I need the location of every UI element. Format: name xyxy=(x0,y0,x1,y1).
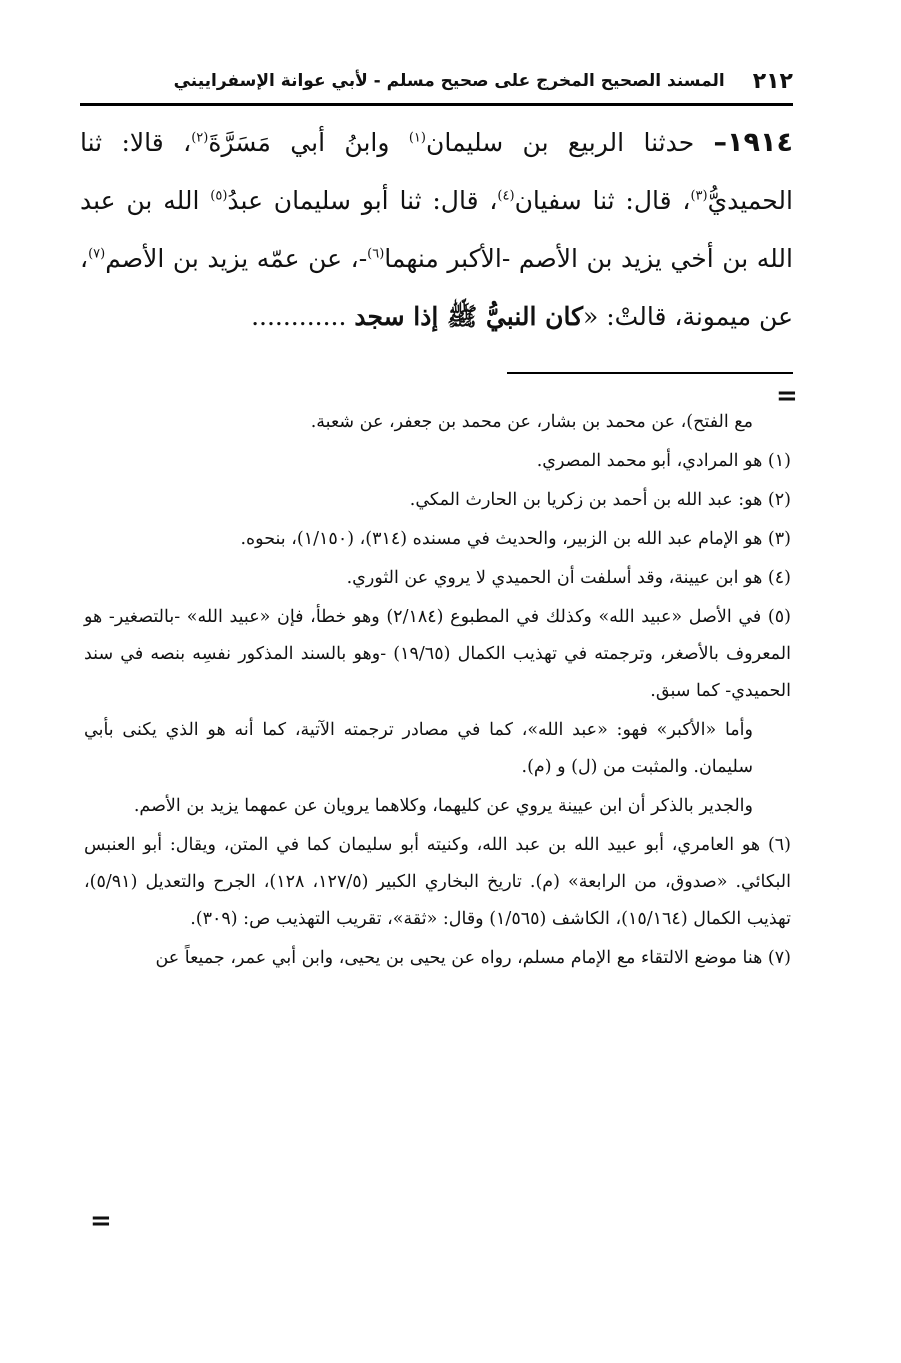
continuation-mark-top: = xyxy=(776,381,798,411)
text-segment: ، قال: ثنا سفيان xyxy=(514,186,691,215)
text-segment: ، قال: ثنا أبو سليمان عبدُ xyxy=(227,186,498,215)
continuation-mark-bottom: = xyxy=(90,1206,112,1236)
footnote-ref-4: (٤) xyxy=(497,188,515,204)
running-title: المسند الصحيح المخرج على صحيح مسلم - لأبي عوانة الإسفراييني xyxy=(173,71,725,91)
page-number: ٢١٢ xyxy=(752,68,793,94)
text-segment: ، قالا: ثنا الحميديُّ xyxy=(80,128,793,215)
footnotes xyxy=(84,404,791,979)
footnote-ref-6: (٦) xyxy=(367,246,385,262)
text-segment: الله بن عبد الله بن أخي يزيد بن الأصم -الأكبر منهما xyxy=(80,186,793,273)
header-rule xyxy=(80,103,793,106)
footnote-4: (٤) هو ابن عيينة، وقد أسلفت أن الحميدي لا يروي عن الثوري. xyxy=(346,568,791,588)
footnote-ref-2: (٢) xyxy=(191,130,209,146)
footnote-separator xyxy=(507,372,793,374)
footnote-continued: مع الفتح)، عن محمد بن بشار، عن محمد بن جعفر، عن شعبة. xyxy=(310,412,753,432)
footnote-ref-5: (٥) xyxy=(210,188,228,204)
footnote-ref-7: (٧) xyxy=(88,246,106,262)
hadith-dash: – xyxy=(713,127,728,158)
text-segment: -، عن عمّه يزيد بن الأصم xyxy=(105,244,368,273)
footnote-5-paragraph-3: والجدير بالذكر أن ابن عيينة يروي عن كليهما، وكلاهما يرويان عن عمهما يزيد بن الأصم. xyxy=(133,796,753,816)
footnote-5: (٥) في الأصل «عبيد الله» وكذلك في المطبوع (٢/١٨٤) وهو خطأ، فإن «عبيد الله» -بالتصغير- هو المعروف بالأصغر، وترجمته في تهذيب الكمال (١٩/٦٥) -وهو بالسند المذكور نفسِه بنصه في سند الحميدي- كما سبق. xyxy=(84,607,791,701)
hadith-quote: كان النبيُّ ﷺ إذا سجد xyxy=(354,302,584,331)
footnote-6: (٦) هو العامري، أبو عبيد الله بن عبد الله، وكنيته أبو سليمان كما في المتن، ويقال: أبو العنبس البكائي. «صدوق، من الرابعة» (م). تاريخ البخاري الكبير (١٢٧/٥، ١٢٨)، الجرح والتعديل (٥/٩١)، تهذيب الكمال (١٥/١٦٤)، الكاشف (١/٥٦٥) وقال: «ثقة»، تقريب التهذيب ص: (٣٠٩). xyxy=(84,835,791,929)
hadith-text xyxy=(80,114,793,346)
footnote-5-paragraph-2: وأما «الأكبر» فهو: «عبد الله»، كما في مصادر ترجمته الآتية، كما أنه هو الذي يكنى بأبي سليمان. والمثبت من (ل) و (م). xyxy=(84,720,753,777)
text-segment: وابنُ أبي مَسَرَّةَ xyxy=(208,128,409,157)
footnote-3: (٣) هو الإمام عبد الله بن الزبير، والحديث في مسنده (٣١٤)، (١/١٥٠)، بنحوه. xyxy=(240,529,791,549)
running-header xyxy=(80,62,793,100)
footnote-1: (١) هو المرادي، أبو محمد المصري. xyxy=(536,451,791,471)
continuation-dots: ............ xyxy=(251,302,355,331)
footnote-7: (٧) هنا موضع الالتقاء مع الإمام مسلم، رواه عن يحيى بن يحيى، وابن أبي عمر، جميعاً عن xyxy=(155,948,791,968)
text-segment: ، عن ميمونة، قالتْ: « xyxy=(80,244,793,331)
footnote-ref-3: (٣) xyxy=(690,188,708,204)
text-segment: حدثنا الربيع بن سليمان xyxy=(425,128,714,157)
footnote-2: (٢) هو: عبد الله بن أحمد بن زكريا بن الحارث المكي. xyxy=(409,490,791,510)
footnote-ref-1: (١) xyxy=(408,130,426,146)
hadith-number: ١٩١٤ xyxy=(727,127,793,158)
